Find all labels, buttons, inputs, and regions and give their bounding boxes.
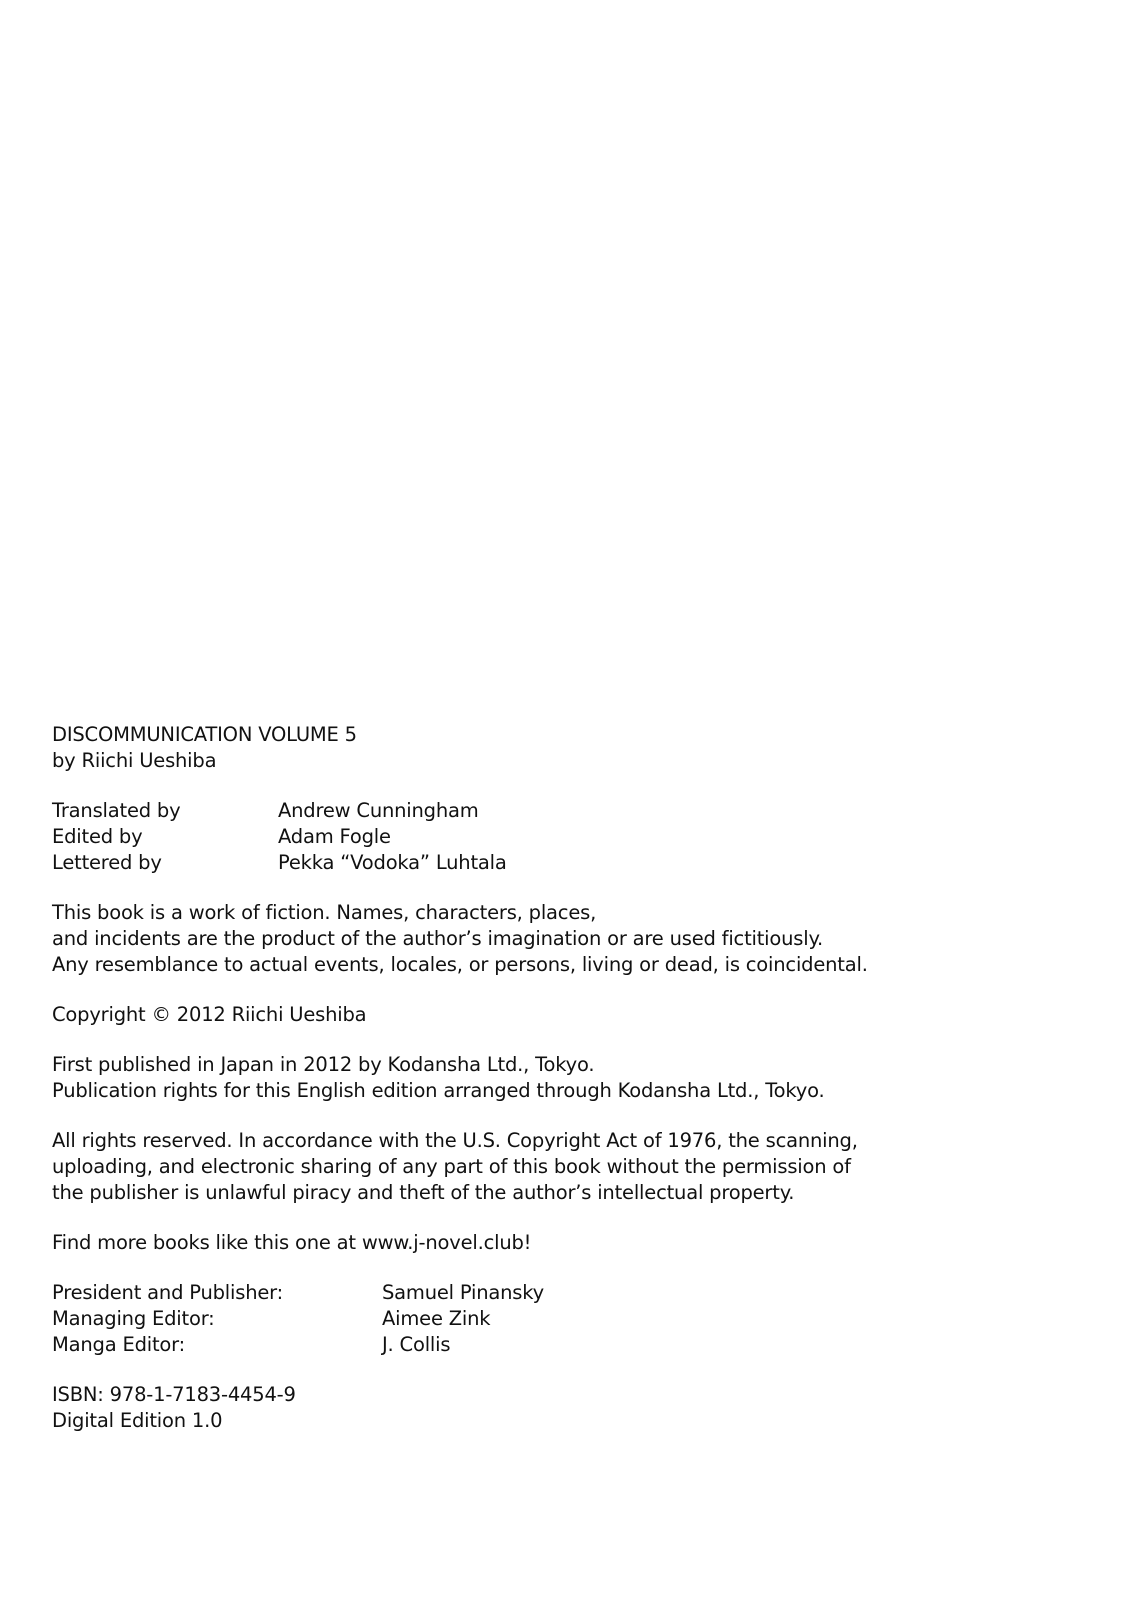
copyright-page (52, 722, 1072, 1434)
staff-row (52, 1306, 1072, 1332)
copyright-line: Copyright © 2012 Riichi Ueshiba (52, 1003, 367, 1026)
rights-line: All rights reserved. In accordance with the U.S. Copyright Act of 1976, the scanning, (52, 1129, 858, 1152)
credit-row (52, 850, 1072, 876)
isbn-line: ISBN: 978-1-7183-4454-9 (52, 1383, 296, 1406)
author-line: by Riichi Ueshiba (52, 749, 217, 772)
staff-role: Managing Editor: (52, 1307, 215, 1330)
credits-block (52, 798, 1072, 876)
credit-name: Adam Fogle (278, 825, 391, 848)
publication-block (52, 1052, 1072, 1104)
fiction-notice (52, 900, 1072, 978)
staff-name: Samuel Pinansky (382, 1281, 545, 1304)
edition-block (52, 1382, 1072, 1434)
staff-row (52, 1332, 1072, 1358)
rights-notice (52, 1128, 1072, 1206)
publication-line: Publication rights for this English edition arranged through Kodansha Ltd., Tokyo. (52, 1079, 825, 1102)
credit-name: Andrew Cunningham (278, 799, 479, 822)
rights-line: the publisher is unlawful piracy and theft of the author’s intellectual property. (52, 1181, 795, 1204)
book-title: DISCOMMUNICATION VOLUME 5 (52, 723, 357, 746)
staff-block (52, 1280, 1072, 1358)
more-books-block (52, 1230, 1072, 1256)
notice-line: and incidents are the product of the author’s imagination or are used fictitiously. (52, 927, 824, 950)
credit-row (52, 824, 1072, 850)
copyright-block (52, 1002, 1072, 1028)
notice-line: Any resemblance to actual events, locales, or persons, living or dead, is coincidental. (52, 953, 868, 976)
title-block (52, 722, 1072, 774)
staff-row (52, 1280, 1072, 1306)
publication-line: First published in Japan in 2012 by Kodansha Ltd., Tokyo. (52, 1053, 595, 1076)
credit-role: Edited by (52, 825, 143, 848)
more-books-line: Find more books like this one at www.j-novel.club! (52, 1231, 532, 1254)
staff-role: President and Publisher: (52, 1281, 283, 1304)
credit-row (52, 798, 1072, 824)
staff-name: J. Collis (382, 1333, 451, 1356)
credit-role: Lettered by (52, 851, 162, 874)
notice-line: This book is a work of fiction. Names, characters, places, (52, 901, 597, 924)
staff-role: Manga Editor: (52, 1333, 185, 1356)
credit-name: Pekka “Vodoka” Luhtala (278, 851, 507, 874)
staff-name: Aimee Zink (382, 1307, 491, 1330)
rights-line: uploading, and electronic sharing of any part of this book without the permission of (52, 1155, 851, 1178)
credit-role: Translated by (52, 799, 181, 822)
digital-edition-line: Digital Edition 1.0 (52, 1409, 223, 1432)
